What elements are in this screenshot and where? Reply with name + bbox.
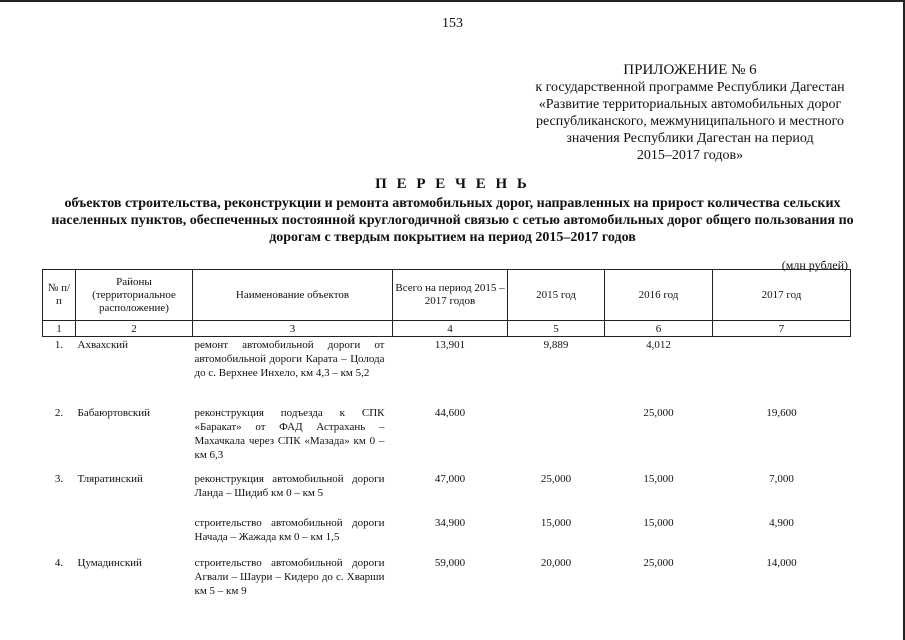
row-2016: 15,000: [643, 472, 674, 485]
column-number: 7: [713, 321, 851, 337]
row-2015: 25,000: [540, 472, 572, 485]
row-district: Тляратинский: [77, 472, 143, 485]
column-number: 1: [43, 321, 76, 337]
header-2017: 2017 год: [713, 270, 851, 321]
row-object-name: реконструкция подъезда к СПК «Баракат» от ФАД Астрахань – Махачкала через СПК «Мазада» км 0 – км 6,3: [194, 406, 385, 461]
annex-title: ПРИЛОЖЕНИЕ № 6: [623, 62, 757, 78]
row-object-name: ремонт автомобильной дороги от автомобильной дороги Карата – Цолода до с. Верхнее Инхело, км 4,3 – км 5,2: [194, 339, 385, 379]
annex-line: «Развитие территориальных автомобильных дорог: [538, 97, 842, 112]
header-2015: 2015 год: [508, 270, 605, 321]
row-district: [76, 515, 193, 555]
column-number: 3: [193, 321, 393, 337]
row-total: 59,000: [434, 556, 466, 569]
row-number: 2.: [54, 406, 64, 419]
row-2016: 25,000: [643, 556, 674, 569]
row-2015: 20,000: [540, 556, 572, 569]
row-2015: [508, 405, 605, 471]
header-total: Всего на период 2015 – 2017 годов: [393, 270, 508, 321]
document-title: П Е Р Е Ч Е Н Ь: [375, 176, 530, 192]
annex-line: 2015–2017 годов»: [636, 148, 744, 163]
table-row: [43, 405, 851, 471]
header-name: Наименование объектов: [193, 270, 393, 321]
objects-table: [42, 269, 851, 605]
row-district: Цумадинский: [77, 556, 142, 569]
row-number: 3.: [54, 472, 64, 485]
header-2016: 2016 год: [605, 270, 713, 321]
row-object-name: строительство автомобильной дороги Агвали – Шаури – Кидеро до с. Хварши км 5 – км 9: [194, 556, 385, 597]
header-district: Районы (территориальное расположение): [76, 270, 193, 321]
row-number: 1.: [54, 339, 64, 351]
annex-block: [490, 62, 890, 164]
row-district: Ахвахский: [77, 339, 129, 351]
table-row: [43, 515, 851, 555]
row-2017: 19,600: [766, 406, 797, 419]
row-2015: 15,000: [540, 516, 572, 529]
row-total: 34,900: [434, 516, 466, 529]
document-subtitle: объектов строительства, реконструкции и ремонта автомобильных дорог, направленных на прирост количества сельских населенных пунктов, обеспеченных постоянной круглогодичной связью с сетью автомобильных дорог общего пользования по дорогам с твердым покрытием на период 2015–2017 годов: [51, 196, 854, 245]
row-2017: 7,000: [769, 472, 794, 485]
table-row: [43, 471, 851, 515]
column-number: 5: [508, 321, 605, 337]
units-note: (млн рублей): [781, 258, 848, 272]
header-no: № п/п: [43, 270, 76, 321]
row-number: 4.: [54, 556, 64, 569]
row-2016: 25,000: [643, 406, 674, 419]
page-number: 153: [442, 16, 463, 31]
row-total: 13,901: [434, 339, 466, 351]
row-object-name: строительство автомобильной дороги Начада – Жажада км 0 – км 1,5: [194, 516, 385, 543]
table-header-row: [43, 270, 851, 321]
row-2016: 4,012: [646, 339, 671, 351]
row-2016: 15,000: [643, 516, 674, 529]
column-number: 6: [605, 321, 713, 337]
row-2017: [713, 337, 851, 405]
table-row: [43, 337, 851, 405]
column-number-row: [43, 321, 851, 337]
column-number: 4: [393, 321, 508, 337]
annex-line: значения Республики Дагестан на период: [566, 131, 814, 146]
row-number: [43, 515, 76, 555]
annex-line: республиканского, межмуниципального и местного: [535, 114, 845, 129]
column-number: 2: [76, 321, 193, 337]
row-2017: 4,900: [769, 516, 794, 529]
document-heading: [0, 176, 905, 246]
row-object-name: реконструкция автомобильной дороги Ланда – Шидиб км 0 – км 5: [194, 472, 385, 499]
row-total: 47,000: [434, 472, 466, 485]
page-border-top: [0, 0, 905, 2]
row-2015: 9,889: [543, 339, 569, 351]
row-total: 44,600: [434, 406, 466, 419]
row-district: Бабаюртовский: [77, 406, 151, 419]
table-row: [43, 555, 851, 605]
annex-line: к государственной программе Республики Дагестан: [535, 80, 845, 95]
row-2017: 14,000: [766, 556, 797, 569]
